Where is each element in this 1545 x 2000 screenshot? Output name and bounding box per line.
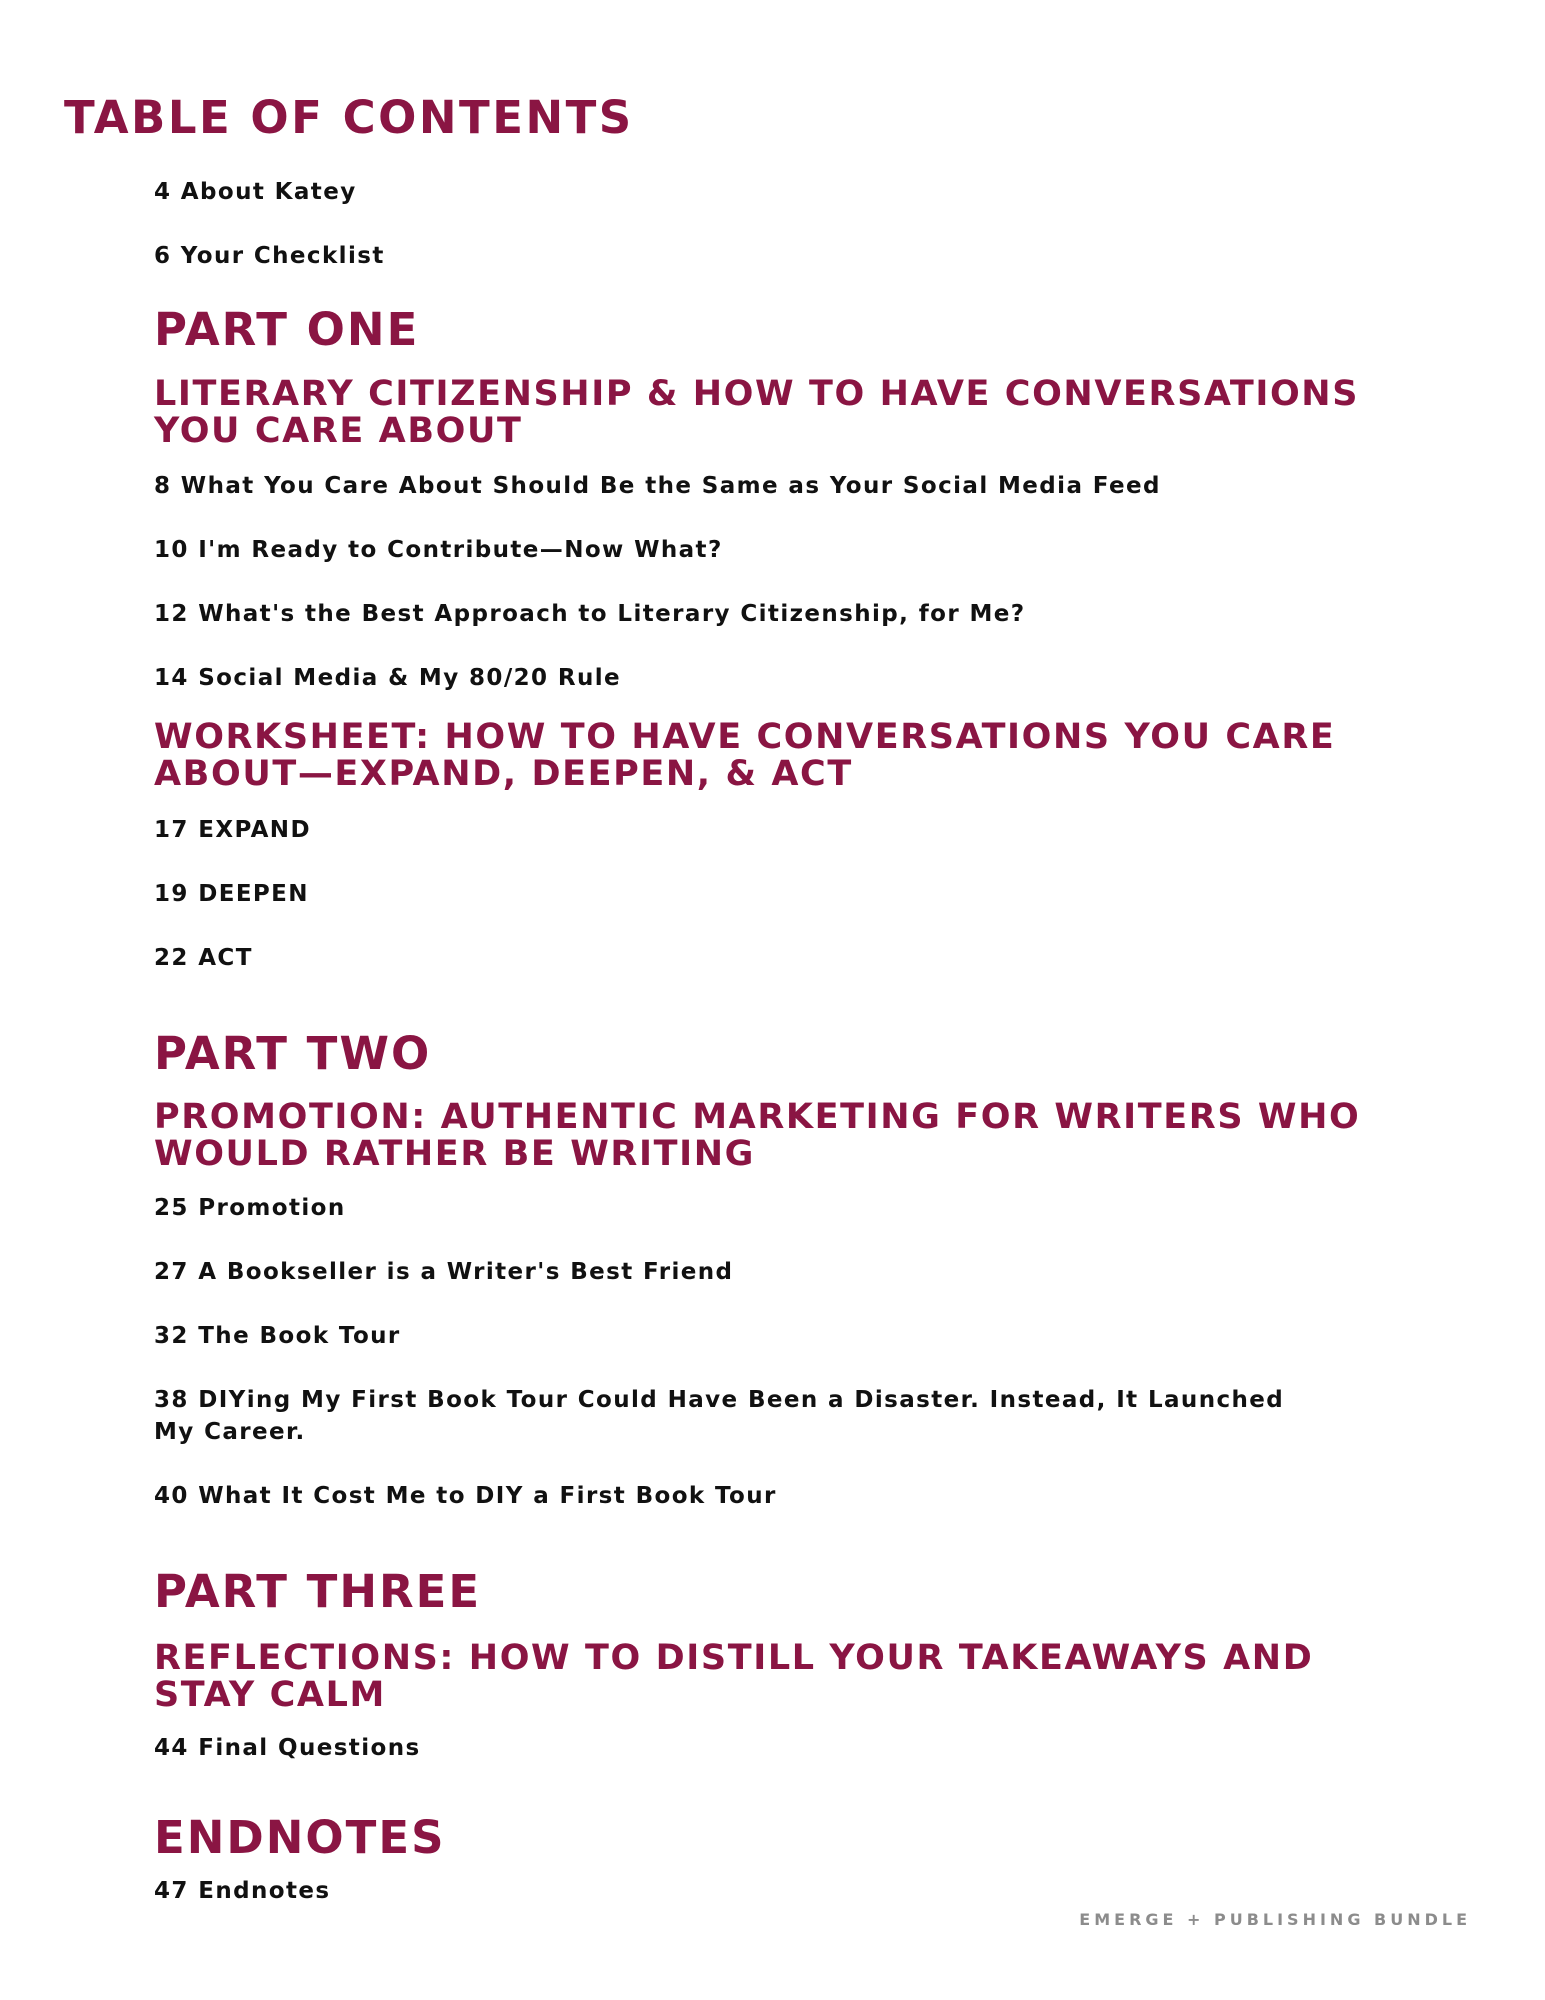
toc-entry-bookseller[interactable]: 27 A Bookseller is a Writer's Best Friend — [154, 1259, 734, 1285]
part-three-section-title: REFLECTIONS: HOW TO DISTILL YOUR TAKEAWAYS AND STAY CALM — [154, 1638, 1314, 1715]
toc-entry-endnotes[interactable]: 47 Endnotes — [154, 1878, 331, 1904]
toc-entry-best-approach[interactable]: 12 What's the Best Approach to Literary Citizenship, for Me? — [154, 601, 1026, 627]
footer-bundle-label: EMERGE + PUBLISHING BUNDLE — [1079, 1910, 1471, 1929]
toc-entry-diying-book-tour[interactable]: 38 DIYing My First Book Tour Could Have Been a Disaster. Instead, It Launched My Career. — [154, 1387, 1285, 1445]
toc-entry-act[interactable]: 22 ACT — [154, 945, 253, 971]
toc-entry-social-media-feed[interactable]: 8 What You Care About Should Be the Same as Your Social Media Feed — [154, 473, 1161, 499]
endnotes-heading: ENDNOTES — [154, 1811, 446, 1864]
toc-entry-cost-of-book-tour[interactable]: 40 What It Cost Me to DIY a First Book Tour — [154, 1483, 777, 1509]
part-one-section-title: LITERARY CITIZENSHIP & HOW TO HAVE CONVERSATIONS YOU CARE ABOUT — [154, 374, 1360, 451]
part-three-heading: PART THREE — [154, 1565, 482, 1618]
toc-title: TABLE OF CONTENTS — [64, 91, 634, 144]
toc-entry-your-checklist[interactable]: 6 Your Checklist — [154, 243, 385, 269]
part-one-heading: PART ONE — [154, 303, 420, 356]
toc-entry-about-katey[interactable]: 4 About Katey — [154, 179, 357, 205]
toc-entry-book-tour[interactable]: 32 The Book Tour — [154, 1323, 401, 1349]
part-two-heading: PART TWO — [154, 1027, 432, 1080]
toc-entry-final-questions[interactable]: 44 Final Questions — [154, 1735, 421, 1761]
worksheet-section-title: WORKSHEET: HOW TO HAVE CONVERSATIONS YOU CARE ABOUT—EXPAND, DEEPEN, & ACT — [154, 717, 1336, 794]
toc-entry-80-20-rule[interactable]: 14 Social Media & My 80/20 Rule — [154, 665, 622, 691]
toc-entry-deepen[interactable]: 19 DEEPEN — [154, 881, 309, 907]
part-two-section-title: PROMOTION: AUTHENTIC MARKETING FOR WRITERS WHO WOULD RATHER BE WRITING — [154, 1097, 1361, 1174]
toc-entry-ready-to-contribute[interactable]: 10 I'm Ready to Contribute—Now What? — [154, 537, 723, 563]
toc-entry-expand[interactable]: 17 EXPAND — [154, 817, 311, 843]
toc-entry-promotion[interactable]: 25 Promotion — [154, 1195, 346, 1221]
